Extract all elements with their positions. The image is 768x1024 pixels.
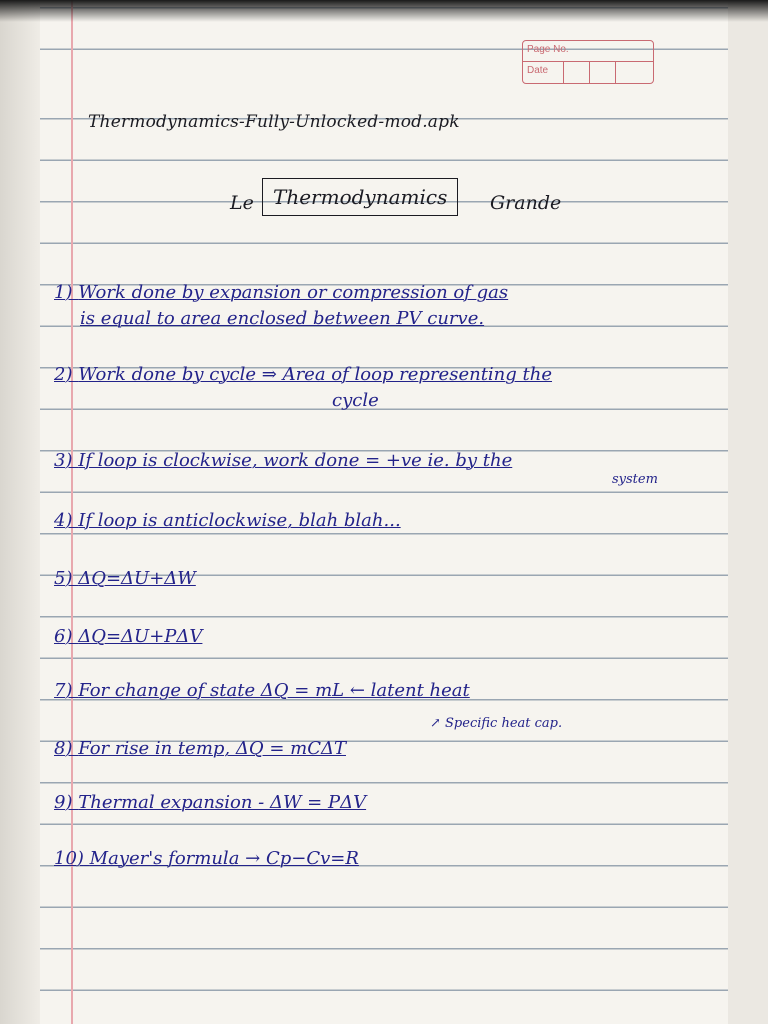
item-number: 10) — [54, 848, 84, 869]
date-cell-divider — [615, 61, 616, 83]
item-number: 7) — [54, 680, 73, 701]
item-text: Mayer's formula → Cp−Cv=R — [89, 848, 359, 869]
item-1-continuation: is equal to area enclosed between PV curve. — [80, 308, 485, 329]
item-text: Thermal expansion - ΔW = PΔV — [78, 792, 367, 813]
item-text: Work done by cycle ⇒ Area of loop representing the — [78, 364, 553, 385]
item-number: 5) — [54, 568, 73, 589]
title-prefix: Le — [230, 192, 254, 214]
title-boxed: Thermodynamics — [262, 178, 458, 216]
item-10 — [54, 848, 359, 869]
item-number: 9) — [54, 792, 73, 813]
page-right-edge — [728, 0, 768, 1024]
item-5 — [54, 568, 196, 589]
page-left-edge — [0, 0, 40, 1024]
item-number: 2) — [54, 364, 73, 385]
item-number: 8) — [54, 738, 73, 759]
item-8 — [54, 738, 346, 759]
item-9 — [54, 792, 366, 813]
item-text: If loop is clockwise, work done = +ve ie. by the — [78, 450, 513, 471]
item-number: 6) — [54, 626, 73, 647]
top-shadow — [0, 0, 768, 22]
item-text: If loop is anticlockwise, blah blah... — [78, 510, 401, 531]
date-cell-divider — [563, 61, 564, 83]
page-no-label: Page No. — [527, 44, 569, 55]
item-text: For change of state ΔQ = mL ← latent heat — [78, 680, 470, 701]
item-text: ΔQ=ΔU+ΔW — [78, 568, 196, 589]
date-cell-divider — [589, 61, 590, 83]
item-text: Work done by expansion or compression of gas — [78, 282, 509, 303]
item-7 — [54, 680, 470, 701]
title-suffix: Grande — [490, 192, 562, 214]
item-number: 1) — [54, 282, 73, 303]
item-number: 4) — [54, 510, 73, 531]
item-8-note: ↗ Specific heat cap. — [430, 716, 563, 731]
item-text: For rise in temp, ΔQ = mCΔT — [78, 738, 346, 759]
item-text: ΔQ=ΔU+PΔV — [78, 626, 203, 647]
item-3 — [54, 450, 512, 471]
item-3-note: system — [612, 472, 658, 487]
date-label: Date — [527, 65, 549, 76]
item-6 — [54, 626, 202, 647]
notebook-page — [40, 0, 728, 1024]
item-2-continuation: cycle — [332, 390, 379, 411]
item-2 — [54, 364, 552, 385]
page-date-box — [522, 40, 654, 84]
item-number: 3) — [54, 450, 73, 471]
page-box-divider — [523, 61, 653, 62]
filename-heading: Thermodynamics-Fully-Unlocked-mod.apk — [88, 112, 460, 132]
item-1 — [54, 282, 508, 303]
item-4 — [54, 510, 401, 531]
